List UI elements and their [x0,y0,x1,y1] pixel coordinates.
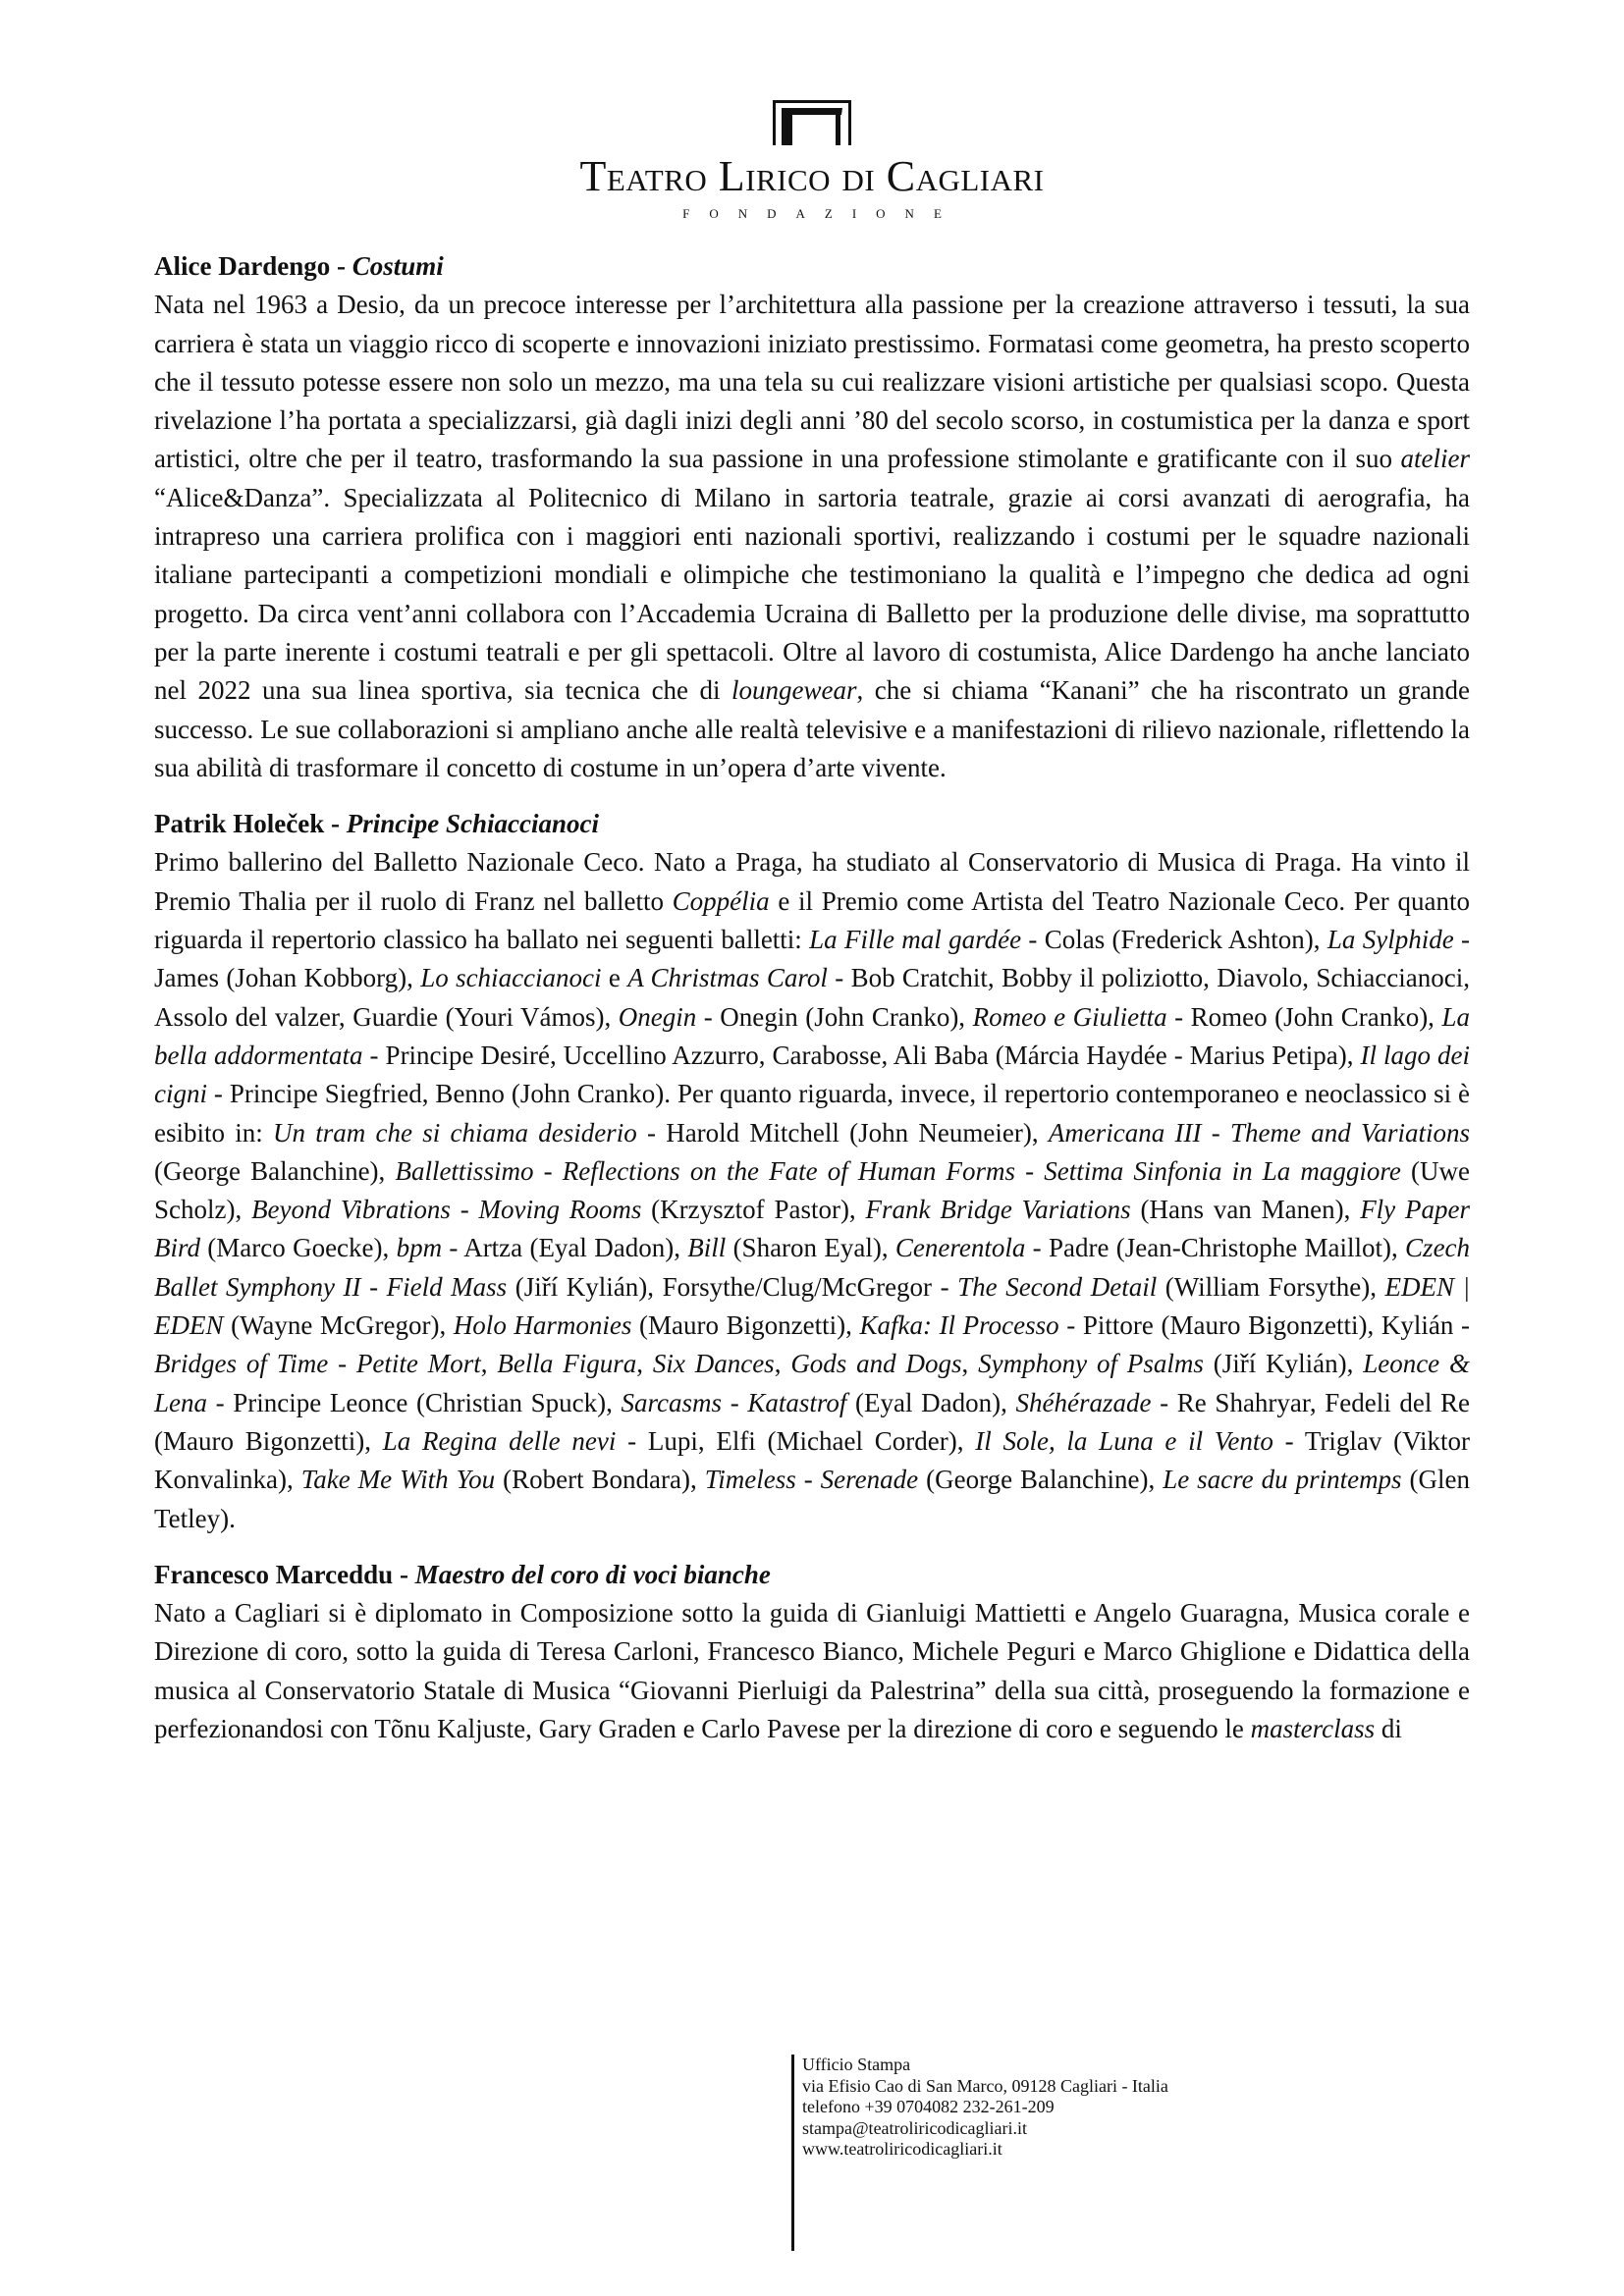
italic-title: Fly Paper Bird [154,1195,1470,1263]
italic-title: bpm [396,1233,443,1263]
italic-title: Bella Figura [497,1349,637,1379]
italic-title: Le sacre du printemps [1163,1465,1402,1495]
italic-title: La Regina delle nevi [382,1425,617,1456]
italic-title: Frank Bridge Variations [865,1195,1131,1225]
italic-title: EDEN | EDEN [154,1271,1470,1341]
italic-title: Coppélia [672,885,770,916]
person-role: Maestro del coro di voci bianche [414,1559,771,1589]
footer-office: Ufficio Stampa [802,2055,911,2074]
italic-title: A Christmas Carol [627,963,828,993]
italic-title: atelier [1400,444,1470,474]
italic-title: Romeo e Giulietta [972,1001,1167,1032]
italic-title: Ballettissimo - Reflections on the Fate of Human Forms - Settima Sinfonia in La maggiore [395,1155,1401,1186]
person-name: Alice Dardengo [154,251,331,281]
footer-email-link[interactable]: stampa@teatroliricodicagliari.it [802,2117,1027,2138]
italic-title: Leonce & Lena [154,1349,1471,1417]
italic-title: Il lago dei cigni [154,1040,1470,1109]
bio-section [154,805,1470,1538]
italic-title: Un tram che si chiama desiderio [273,1117,637,1148]
italic-title: Lo schiaccianoci [420,963,602,993]
italic-title: Timeless - Serenade [704,1465,919,1495]
italic-title: Czech Ballet Symphony II - Field Mass [154,1233,1471,1302]
italic-title: Bridges of Time - Petite Mort [154,1349,481,1379]
italic-title: The Second Detail [957,1271,1158,1302]
footer-website-link[interactable]: www.teatroliricodicagliari.it [802,2139,1002,2159]
bio-heading: Francesco Marceddu - Maestro del coro di voci bianche [154,1559,771,1589]
italic-title: Holo Harmonies [453,1310,632,1341]
italic-title: La Fille mal gardée [809,925,1022,955]
theatre-stage-icon [771,98,853,147]
italic-title: La bella addormentata [154,1001,1470,1070]
organization-name: Teatro Lirico di Cagliari [579,152,1045,200]
letterhead-logo [0,98,1624,222]
footer-address: via Efisio Cao di San Marco, 09128 Cagliari - Italia [802,2075,1168,2096]
italic-title: Gods and Dogs [790,1349,962,1379]
footer-phone: telefono +39 0704082 232-261-209 [802,2097,1055,2116]
italic-title: Kafka: Il Processo [859,1310,1059,1341]
italic-title: Six Dances [652,1349,775,1379]
italic-title: Sarcasms - Katastrof [621,1387,847,1417]
italic-title: Il Sole, la Luna e il Vento [975,1425,1273,1456]
italic-title: Cenerentola [894,1233,1026,1263]
organization-subtitle: FONDAZIONE [682,206,961,221]
press-office-footer [791,2055,1352,2251]
person-name: Patrik Holeček [154,809,325,839]
person-name: Francesco Marceddu [154,1559,394,1589]
italic-title: La Sylphide [1326,925,1454,955]
bio-heading: Alice Dardengo - Costumi [154,251,444,281]
person-role: Costumi [352,251,444,281]
italic-title: Bill [687,1233,727,1263]
italic-title: Onegin [618,1001,697,1032]
bio-heading: Patrik Holeček - Principe Schiaccianoci [154,809,599,839]
italic-title: Take Me With You [300,1465,496,1495]
bio-section [154,1556,1470,1748]
italic-title: Shéhérazade [1015,1387,1152,1417]
document-body [154,247,1470,1766]
italic-title: Symphony of Psalms [978,1349,1204,1379]
italic-title: loungewear [731,675,857,706]
italic-title: Americana III - Theme and Variations [1048,1117,1471,1148]
bio-paragraph: Nata nel 1963 a Desio, da un precoce interesse per l’architettura alla passione per la creazione attraverso i tessuti, la sua carriera è stata un viaggio ricco di scoperte e innovazioni iniziato prestissimo. Formatasi come geometra, ha presto scoperto che il tessuto potesse essere non solo un mezzo, ma una tela su cui realizzare visioni artistiche per qualsiasi scopo. Questa rivelazione l’ha portata a specializzarsi, già dagli inizi degli anni ’80 del secolo scorso, in costumistica per la danza e sport artistici, oltre che per il teatro, trasformando la sua passione in una professione stimolante e gratificante con il suo atelier “Alice&Danza”. Specializzata al Politecnico di Milano in sartoria teatrale, grazie ai corsi avanzati di aerografia, ha intrapreso una carriera prolifica con i maggiori enti nazionali sportivi, realizzando i costumi per le squadre nazionali italiane partecipanti a competizioni mondiali e olimpiche che testimoniano la qualità e l’impegno che dedica ad ogni progetto. Da circa vent’anni collabora con l’Accademia Ucraina di Balletto per la produzione delle divise, ma soprattutto per la parte inerente i costumi teatrali e per gli spettacoli. Oltre al lavoro di costumista, Alice Dardengo ha anche lanciato nel 2022 una sua linea sportiva, sia tecnica che di loungewear, che si chiama “Kanani” che ha riscontrato un grande successo. Le sue collaborazioni si ampliano anche alle realtà televisive e a manifestazioni di rilievo nazionale, riflettendo la sua abilità di trasformare il concetto di costume in un’opera d’arte vivente. [154,290,1470,782]
bio-paragraph: Nato a Cagliari si è diplomato in Composizione sotto la guida di Gianluigi Mattietti e Angelo Guaragna, Musica corale e Direzione di coro, sotto la guida di Teresa Carloni, Francesco Bianco, Michele Peguri e Marco Ghiglione e Didattica della musica al Conservatorio Statale di Musica “Giovanni Pierluigi da Palestrina” della sua città, proseguendo la formazione e perfezionandosi con Tõnu Kaljuste, Gary Graden e Carlo Pavese per la direzione di coro e seguendo le masterclass di [154,1598,1470,1743]
person-role: Principe Schiaccianoci [346,809,599,839]
italic-title: masterclass [1250,1713,1376,1743]
bio-paragraph: Primo ballerino del Balletto Nazionale Ceco. Nato a Praga, ha studiato al Conservatorio di Musica di Praga. Ha vinto il Premio Thalia per il ruolo di Franz nel balletto Coppélia e il Premio come Artista del Teatro Nazionale Ceco. Per quanto riguarda il repertorio classico ha ballato nei seguenti balletti: La Fille mal gardée - Colas (Frederick Ashton), La Sylphide - James (Johan Kobborg), Lo schiaccianoci e A Christmas Carol - Bob Cratchit, Bobby il poliziotto, Diavolo, Schiaccianoci, Assolo del valzer, Guardie (Youri Vámos), Onegin - Onegin (John Cranko), Romeo e Giulietta - Romeo (John Cranko), La bella addormentata - Principe Desiré, Uccellino Azzurro, Carabosse, Ali Baba (Márcia Haydée - Marius Petipa), Il lago dei cigni - Principe Siegfried, Benno (John Cranko). Per quanto riguarda, invece, il repertorio contemporaneo e neoclassico si è esibito in: Un tram che si chiama desiderio - Harold Mitchell (John Neumeier), Americana III - Theme and Variations (George Balanchine), Ballettissimo - Reflections on the Fate of Human Forms - Settima Sinfonia in La maggiore (Uwe Scholz), Beyond Vibrations - Moving Rooms (Krzysztof Pastor), Frank Bridge Variations (Hans van Manen), Fly Paper Bird (Marco Goecke), bpm - Artza (Eyal Dadon), Bill (Sharon Eyal), Cenerentola - Padre (Jean-Christophe Maillot), Czech Ballet Symphony II - Field Mass (Jiří Kylián), Forsythe/Clug/McGregor - The Second Detail (William Forsythe), EDEN | EDEN (Wayne McGregor), Holo Harmonies (Mauro Bigonzetti), Kafka: Il Processo - Pittore (Mauro Bigonzetti), Kylián - Bridges of Time - Petite Mort, Bella Figura, Six Dances, Gods and Dogs, Symphony of Psalms (Jiří Kylián), Leonce & Lena - Principe Leonce (Christian Spuck), Sarcasms - Katastrof (Eyal Dadon), Shéhérazade - Re Shahryar, Fedeli del Re (Mauro Bigonzetti), La Regina delle nevi - Lupi, Elfi (Michael Corder), Il Sole, la Luna e il Vento - Triglav (Viktor Konvalinka), Take Me With You (Robert Bondara), Timeless - Serenade (George Balanchine), Le sacre du printemps (Glen Tetley). [154,847,1471,1533]
bio-section [154,247,1470,787]
italic-title: Beyond Vibrations - Moving Rooms [251,1195,642,1225]
